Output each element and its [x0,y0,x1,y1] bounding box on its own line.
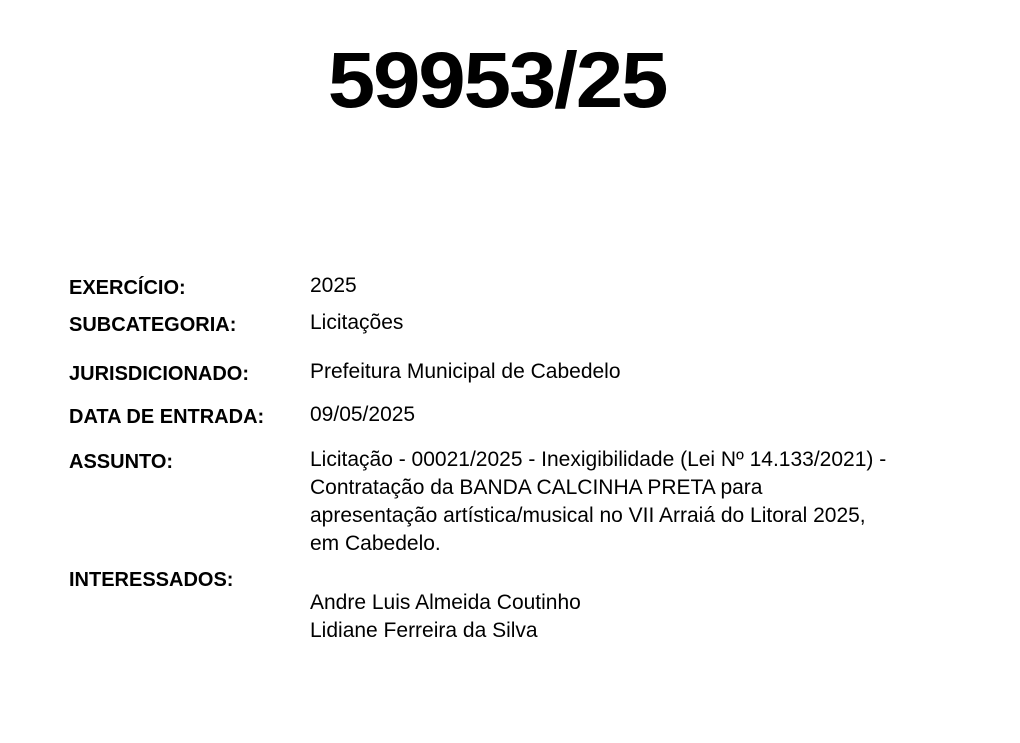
subcategoria-value: Licitações [310,311,404,334]
assunto-line: em Cabedelo. [310,532,441,555]
process-number: 59953/25 [327,35,667,124]
data-entrada-label: DATA DE ENTRADA: [69,406,265,428]
jurisdicionado-label: JURISDICIONADO: [69,363,250,385]
data-entrada-value: 09/05/2025 [310,403,416,426]
assunto-value [310,446,1000,558]
interessados-list [310,589,1000,645]
assunto-label: ASSUNTO: [69,451,174,473]
assunto-line: Licitação - 00021/2025 - Inexigibilidade (Lei Nº 14.133/2021) - [310,448,887,471]
interessados-label: INTERESSADOS: [69,569,234,591]
assunto-line: apresentação artística/musical no VII Arraiá do Litoral 2025, [310,504,866,527]
exercicio-label: EXERCÍCIO: [69,277,186,299]
interessado-name: Lidiane Ferreira da Silva [310,619,538,642]
jurisdicionado-value: Prefeitura Municipal de Cabedelo [310,360,621,383]
assunto-line: Contratação da BANDA CALCINHA PRETA para [310,476,763,499]
interessado-name: Andre Luis Almeida Coutinho [310,591,581,614]
subcategoria-label: SUBCATEGORIA: [69,314,237,336]
exercicio-value: 2025 [310,274,357,297]
